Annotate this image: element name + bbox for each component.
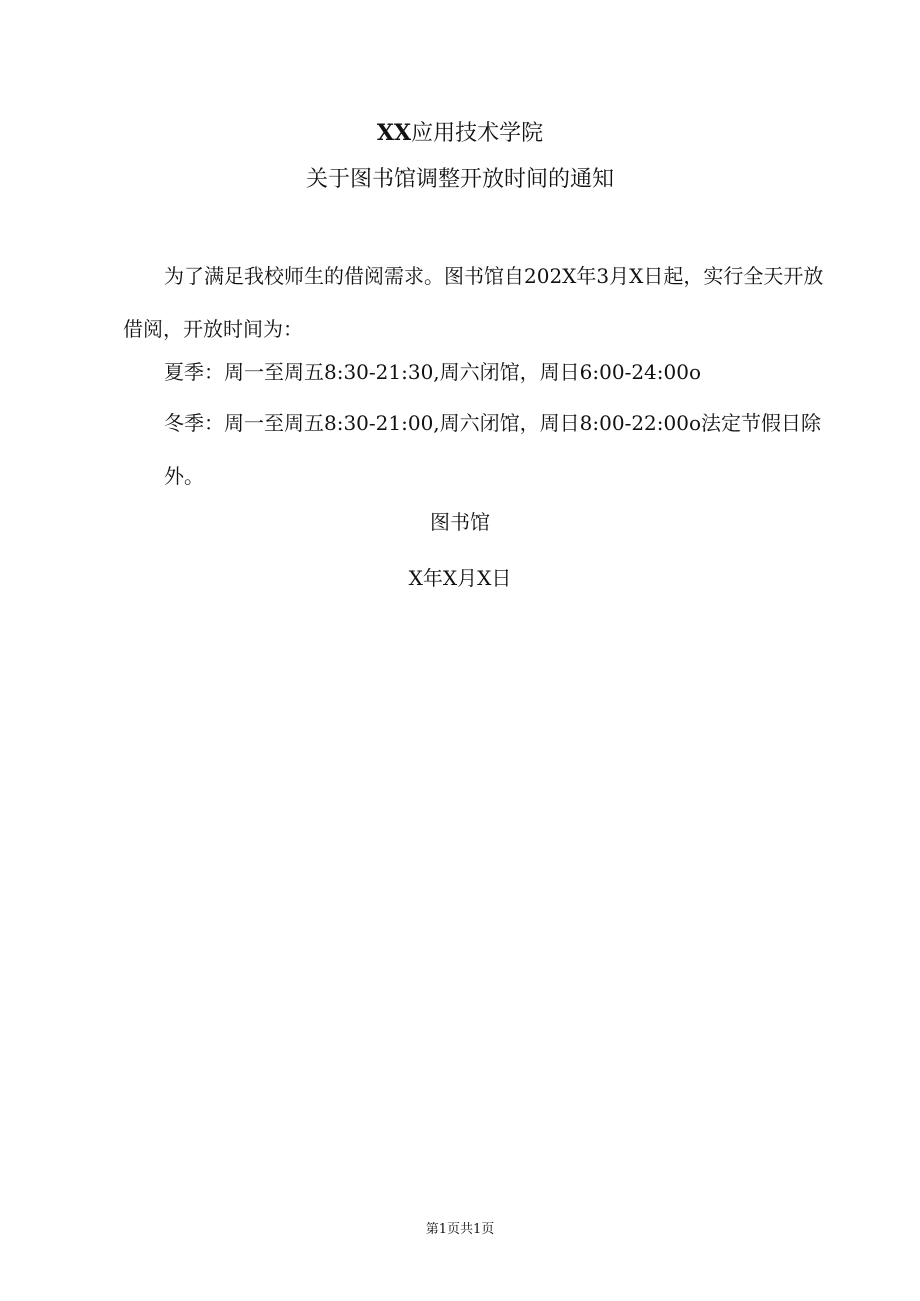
- notice-title: 关于图书馆调整开放时间的通知: [305, 167, 614, 192]
- intro-paragraph: 为了满足我校师生的借阅需求。图书馆自202X年3月X日起，实行全天开放借阅，开放时间为：: [123, 264, 824, 341]
- issuer-signature: 图书馆: [430, 510, 490, 534]
- school-title: [0, 118, 920, 149]
- winter-hours: 冬季：周一至周五8:30-21:00,周六闭馆，周日8:00-22:00o法定节假日除外。: [164, 411, 822, 488]
- summer-hours: 夏季：周一至周五8:30-21:30,周六闭馆，周日6:00-24:00o: [164, 360, 702, 384]
- issue-date: X年X月X日: [408, 566, 512, 590]
- school-prefix: XX: [376, 120, 412, 146]
- school-name: 应用技术学院: [411, 121, 544, 146]
- page-footer: 第1页共1页: [425, 1222, 495, 1237]
